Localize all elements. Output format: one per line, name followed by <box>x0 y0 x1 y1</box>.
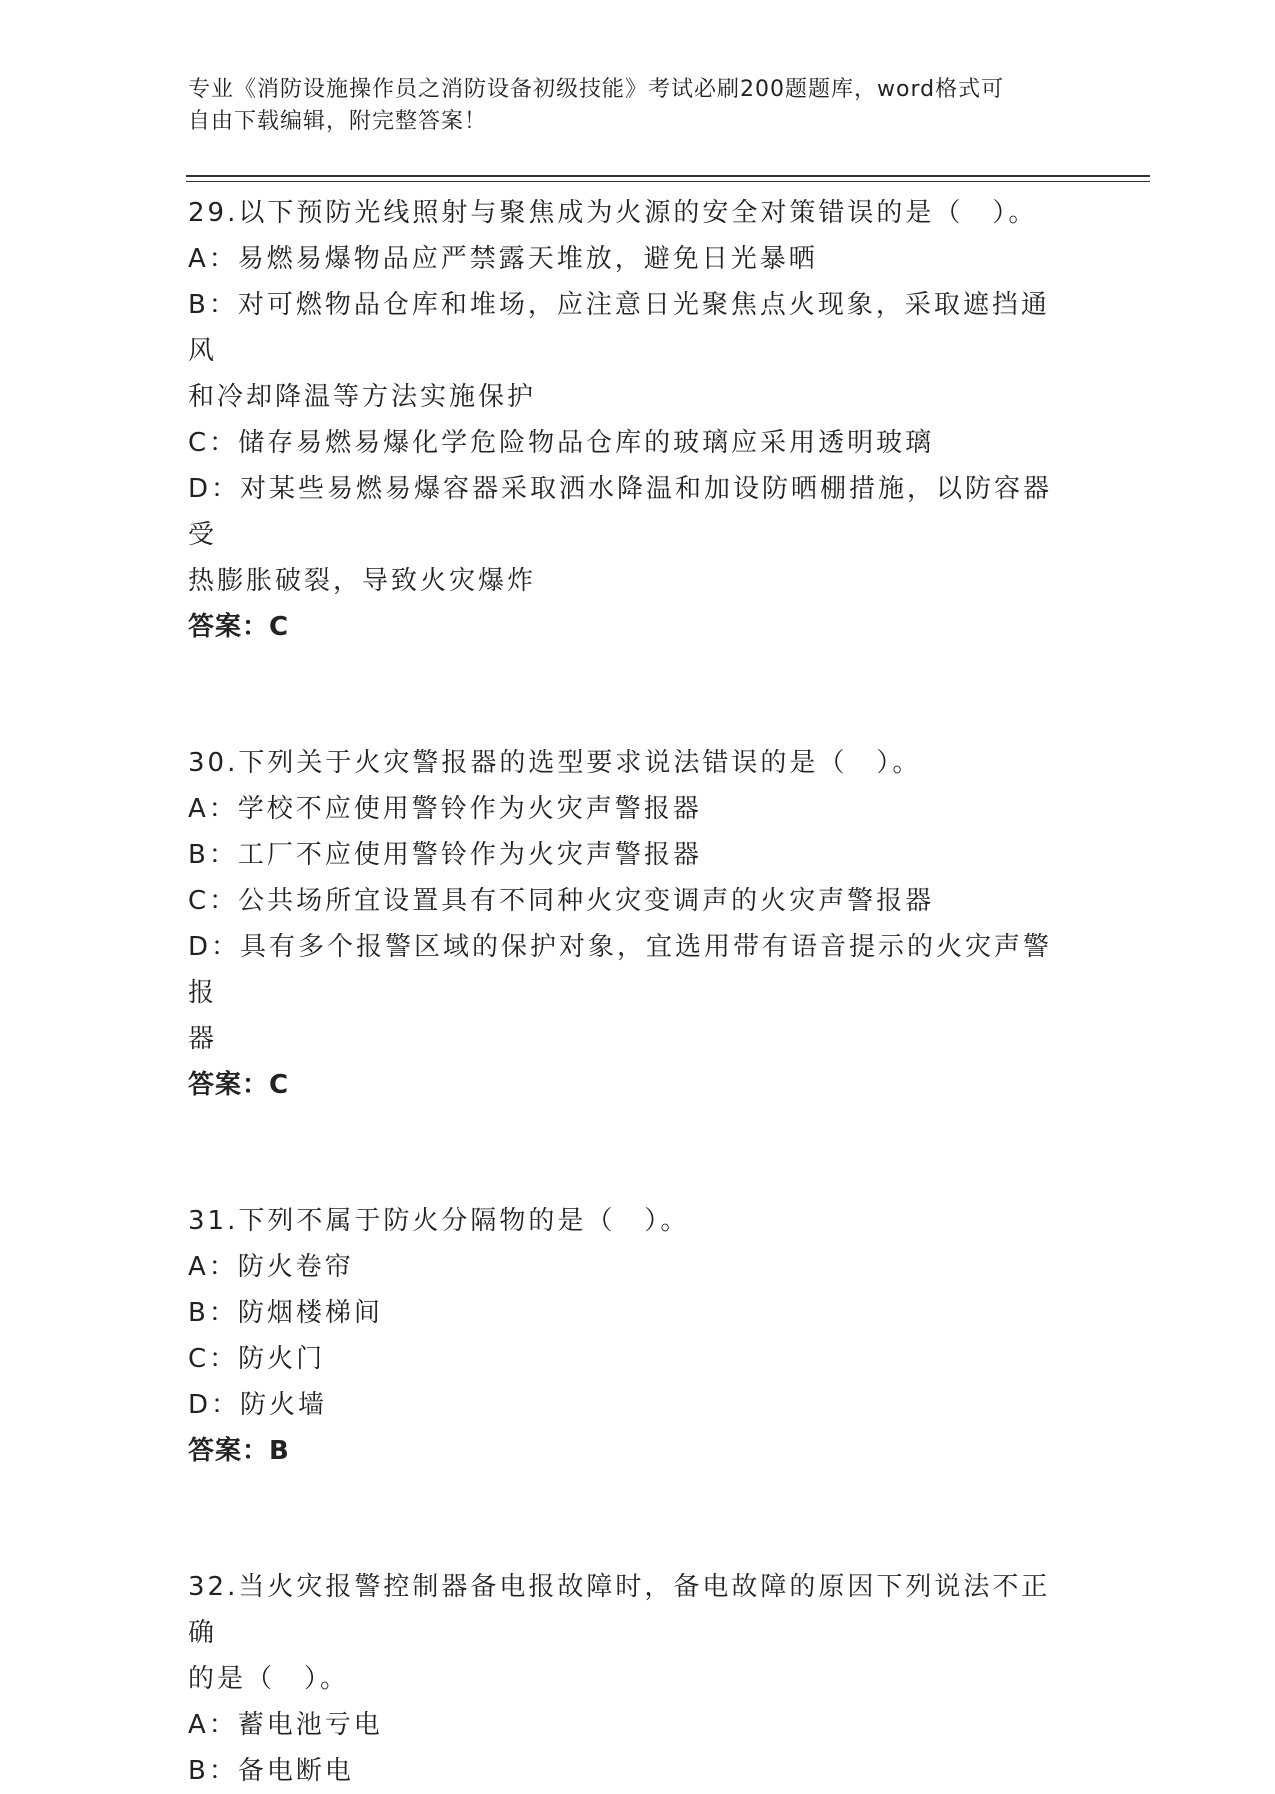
answer-option: D：对某些易燃易爆容器采取洒水降温和加设防晒棚措施，以防容器受 <box>188 474 1053 550</box>
header-line: 自由下载编辑，附完整答案！ <box>188 109 488 134</box>
question-block <box>188 740 1068 1108</box>
question-stem: 30.下列关于火灾警报器的选型要求说法错误的是（ ）。 <box>188 748 922 778</box>
question-block <box>188 1564 1068 1794</box>
header-divider <box>186 181 1150 182</box>
question-list <box>188 190 1068 1794</box>
answer-option: C：防火门 <box>188 1344 326 1374</box>
answer-option: 器 <box>188 1024 218 1054</box>
header-divider <box>186 175 1150 177</box>
answer-option: A：蓄电池亏电 <box>188 1710 383 1740</box>
question-stem: 的是（ ）。 <box>188 1664 350 1694</box>
question-block <box>188 190 1068 650</box>
question-block <box>188 1198 1068 1474</box>
answer-option: 和冷却降温等方法实施保护 <box>188 382 537 412</box>
answer-option: B：对可燃物品仓库和堆场，应注意日光聚焦点火现象，采取遮挡通风 <box>188 290 1050 366</box>
answer-option: B：防烟楼梯间 <box>188 1298 383 1328</box>
header-line: 专业《消防设施操作员之消防设备初级技能》考试必刷200题题库，word格式可 <box>188 77 1005 102</box>
answer-option: D：防火墙 <box>188 1390 328 1420</box>
answer-option: B：备电断电 <box>188 1756 354 1786</box>
answer-option: 热膨胀破裂，导致火灾爆炸 <box>188 566 537 596</box>
answer-option: D：具有多个报警区域的保护对象，宜选用带有语音提示的火灾声警报 <box>188 932 1053 1008</box>
answer-option: C：储存易燃易爆化学危险物品仓库的玻璃应采用透明玻璃 <box>188 428 935 458</box>
answer-key: 答案：B <box>188 1436 290 1466</box>
answer-key: 答案：C <box>188 612 290 642</box>
answer-option: B：工厂不应使用警铃作为火灾声警报器 <box>188 840 702 870</box>
answer-option: A：防火卷帘 <box>188 1252 354 1282</box>
answer-option: A：学校不应使用警铃作为火灾声警报器 <box>188 794 702 824</box>
question-stem: 29.以下预防光线照射与聚焦成为火源的安全对策错误的是（ ）。 <box>188 198 1038 228</box>
answer-option: C：公共场所宜设置具有不同种火灾变调声的火灾声警报器 <box>188 886 935 916</box>
answer-key: 答案：C <box>188 1070 290 1100</box>
question-stem: 31.下列不属于防火分隔物的是（ ）。 <box>188 1206 690 1236</box>
answer-option: A：易燃易爆物品应严禁露天堆放，避免日光暴晒 <box>188 244 818 274</box>
question-stem: 32.当火灾报警控制器备电报故障时，备电故障的原因下列说法不正确 <box>188 1572 1051 1648</box>
document-header <box>188 74 1068 138</box>
